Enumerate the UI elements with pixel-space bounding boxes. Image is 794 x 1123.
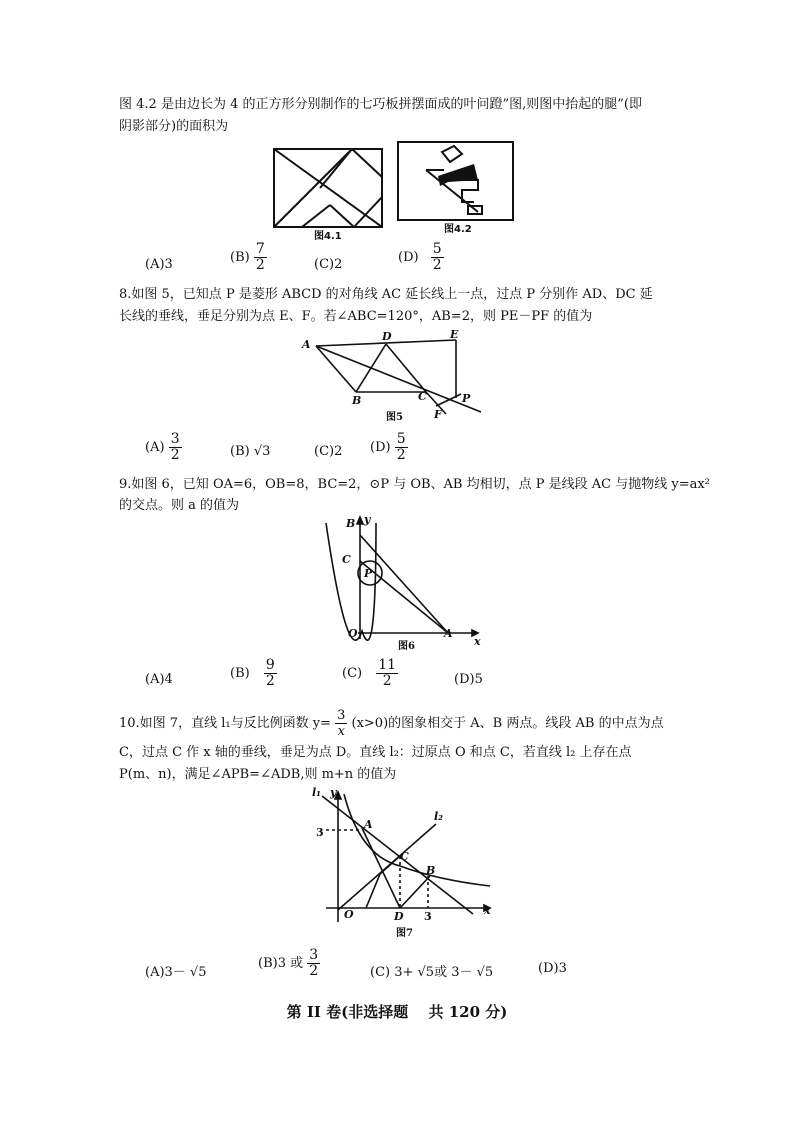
q7-option-b[interactable] — [230, 242, 267, 273]
q9-option-c-denominator: 2 — [382, 673, 392, 689]
q7-option-b-fraction — [254, 242, 267, 273]
fig7-label-d: D — [394, 910, 404, 923]
fig5-label-a: A — [302, 338, 311, 351]
figure-4-2-caption: 图4.2 — [444, 224, 472, 235]
figure-4-2 — [396, 140, 516, 244]
q7-option-b-label: (B) — [230, 250, 250, 265]
q9-option-b-denominator: 2 — [265, 673, 275, 689]
fig6-label-y: y — [364, 513, 371, 526]
q8-text-line1: 8.如图 5，已知点 P 是菱形 ABCD 的对角线 AC 延长线上一点，过点 P 分别作 AD、DC 延 — [119, 287, 653, 302]
q8-option-a[interactable] — [145, 432, 182, 463]
q10-option-b[interactable] — [258, 948, 320, 979]
q8-option-a-numerator: 3 — [170, 431, 180, 447]
figure-6-caption: 图6 — [398, 641, 415, 652]
fig5-label-c: C — [418, 390, 427, 403]
q9-option-b[interactable] — [230, 658, 277, 689]
figure-4-1 — [272, 147, 385, 246]
figure-7-caption: 图7 — [396, 928, 413, 939]
fig6-label-p: P — [364, 567, 373, 580]
fig5-label-p: P — [462, 392, 471, 405]
q10-option-b-label: (B)3 或 — [258, 956, 304, 971]
figure-5 — [296, 326, 486, 430]
q7-option-c[interactable]: (C)2 — [314, 257, 343, 272]
q10-option-b-denominator: 2 — [309, 963, 319, 979]
fig7-label-o: O — [344, 908, 354, 921]
q10-fraction-numerator: 3 — [337, 708, 346, 723]
fig5-label-b: B — [352, 394, 362, 407]
fig7-label-b: B — [426, 864, 436, 877]
q9-option-c-fraction — [376, 658, 398, 689]
q9-option-b-numerator: 9 — [265, 657, 275, 673]
fig7-label-l2: l₂ — [434, 810, 443, 823]
q10-option-a[interactable]: (A)3－ √5 — [145, 965, 207, 980]
fig6-label-o: O — [348, 627, 358, 640]
q10-option-b-fraction — [307, 948, 320, 979]
q10-option-b-numerator: 3 — [309, 947, 319, 963]
q9-option-c[interactable] — [342, 658, 398, 689]
q7-option-b-numerator: 7 — [255, 241, 265, 257]
figure-7 — [308, 786, 498, 946]
q9-text-line1: 9.如图 6，已知 OA=6，OB=8，BC=2，⊙P 与 OB、AB 均相切，点 P 是线段 AC 与抛物线 y=ax² — [119, 477, 710, 492]
fig5-label-e: E — [450, 328, 459, 341]
q8-option-d-denominator: 2 — [396, 447, 406, 463]
q8-option-b[interactable]: (B) √3 — [230, 444, 271, 459]
q9-text-line2: 的交点。则 a 的值为 — [119, 498, 240, 513]
q8-option-a-label: (A) — [145, 440, 165, 455]
fig7-label-l1: l₁ — [312, 786, 321, 799]
q7-text-line1: 图 4.2 是由边长为 4 的正方形分别制作的七巧板拼摆面成的叶问蹬”图,则图中抬起的腿”(即 — [119, 97, 642, 112]
fig5-label-d: D — [382, 330, 392, 343]
fig5-label-f: F — [434, 408, 442, 421]
q7-option-d-denominator: 2 — [432, 257, 442, 273]
q7-option-d-label: (D) — [398, 250, 419, 265]
fig6-label-x: x — [474, 635, 481, 648]
q10-fraction-denominator: x — [337, 724, 345, 739]
figure-6 — [318, 513, 483, 657]
q10-text-line1-b: (x>0)的图象相交于 A、B 两点。线段 AB 的中点为点 — [351, 716, 664, 731]
q8-option-a-denominator: 2 — [170, 447, 180, 463]
fig6-label-a: A — [444, 627, 453, 640]
q8-option-d[interactable] — [370, 432, 408, 463]
q8-option-d-fraction — [395, 432, 408, 463]
q7-option-d[interactable] — [398, 242, 444, 273]
q9-option-b-fraction — [264, 658, 277, 689]
q7-option-b-denominator: 2 — [255, 257, 265, 273]
section-title: 第 II 卷(非选择题 共 120 分) — [286, 1003, 508, 1021]
q10-text-line3: P(m、n)，满足∠APB=∠ADB,则 m+n 的值为 — [119, 767, 397, 782]
q9-option-a[interactable]: (A)4 — [145, 672, 173, 687]
q8-option-d-numerator: 5 — [396, 431, 406, 447]
fig7-label-c: C — [400, 850, 409, 863]
fig6-label-b: B — [346, 517, 356, 530]
fig6-label-c: C — [342, 553, 351, 566]
q8-option-d-label: (D) — [370, 440, 391, 455]
q10-text-line1-a: 10.如图 7，直线 l₁与反比例函数 y= — [119, 716, 331, 731]
q7-text-line2: 阴影部分)的面积为 — [119, 119, 229, 134]
q9-option-c-label: (C) — [342, 666, 363, 681]
figure-4-1-caption: 图4.1 — [314, 231, 342, 242]
q10-option-c[interactable]: (C) 3+ √5或 3－ √5 — [370, 965, 494, 980]
q10-text-line2: C，过点 C 作 x 轴的垂线，垂足为点 D。直线 l₂：过原点 O 和点 C，若直线 l₂ 上存在点 — [119, 745, 632, 760]
q10-option-d[interactable]: (D)3 — [538, 961, 567, 976]
q7-option-a[interactable]: (A)3 — [145, 257, 173, 272]
fig7-label-y: y — [330, 786, 337, 799]
fig7-label-x: x — [484, 904, 491, 917]
q7-option-d-fraction — [431, 242, 444, 273]
q7-option-d-numerator: 5 — [432, 241, 442, 257]
q8-text-line2: 长线的垂线，垂足分别为点 E、F。若∠ABC=120°，AB=2，则 PE－PF 的值为 — [119, 309, 593, 324]
q9-option-c-numerator: 11 — [378, 657, 397, 673]
fig7-label-three-x: 3 — [424, 910, 432, 923]
q10-text-line1 — [119, 708, 664, 739]
fig7-label-a: A — [364, 818, 373, 831]
q10-fraction — [335, 708, 347, 739]
q8-option-a-fraction — [169, 432, 182, 463]
q8-option-c[interactable]: (C)2 — [314, 444, 343, 459]
fig7-label-three-y: 3 — [316, 826, 324, 839]
q9-option-b-label: (B) — [230, 666, 250, 681]
q9-option-d[interactable]: (D)5 — [454, 672, 483, 687]
figure-5-caption: 图5 — [386, 412, 403, 423]
